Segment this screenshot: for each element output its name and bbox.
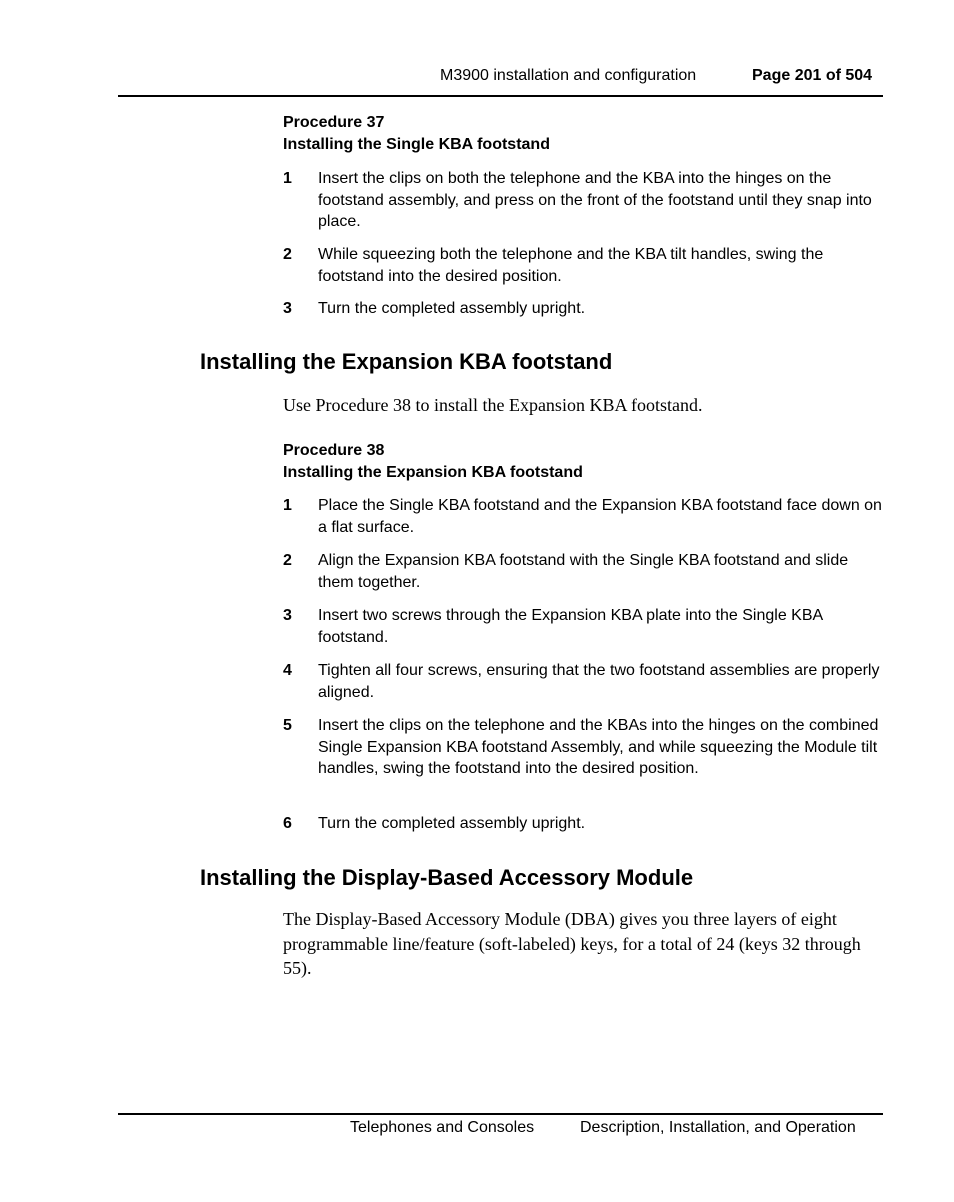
header-rule bbox=[118, 95, 883, 97]
page-number: Page 201 of 504 bbox=[752, 67, 873, 84]
section-intro: Use Procedure 38 to install the Expansion KBA footstand. bbox=[283, 395, 703, 415]
step-number: 3 bbox=[283, 300, 292, 317]
step-text: Turn the completed assembly upright. bbox=[318, 300, 586, 317]
step-number: 2 bbox=[283, 246, 292, 263]
section-body-dba: The Display-Based Accessory Module (DBA) gives you three layers of eight programmable line/feature (soft-labeled) keys, for a total of 24 (keys 32 through 55). bbox=[283, 909, 861, 978]
procedure-37-title: Installing the Single KBA footstand bbox=[283, 136, 550, 153]
step-text: While squeezing both the telephone and the KBA tilt handles, swing the footstand into the desired position. bbox=[318, 246, 824, 285]
step-text: Place the Single KBA footstand and the Expansion KBA footstand face down on a flat surface. bbox=[318, 497, 882, 536]
step-text: Turn the completed assembly upright. bbox=[318, 815, 586, 832]
step-text: Insert two screws through the Expansion KBA plate into the Single KBA footstand. bbox=[318, 607, 823, 646]
footer-right: Description, Installation, and Operation bbox=[580, 1119, 856, 1136]
step-number: 3 bbox=[283, 607, 292, 624]
footer-left: Telephones and Consoles bbox=[350, 1119, 535, 1136]
running-header-title: M3900 installation and configuration bbox=[440, 67, 697, 84]
procedure-37-label: Procedure 37 bbox=[283, 114, 385, 131]
footer-rule bbox=[118, 1113, 883, 1115]
step-text: Tighten all four screws, ensuring that the two footstand assemblies are properly aligned. bbox=[318, 662, 880, 701]
step-number: 1 bbox=[283, 170, 292, 187]
procedure-38-title: Installing the Expansion KBA footstand bbox=[283, 464, 583, 481]
step-text: Insert the clips on both the telephone and the KBA into the hinges on the footstand assembly, and press on the front of the footstand until they snap into place. bbox=[318, 170, 872, 230]
step-number: 4 bbox=[283, 662, 292, 679]
section-heading-expansion-kba: Installing the Expansion KBA footstand bbox=[200, 349, 613, 374]
step-number: 6 bbox=[283, 815, 292, 832]
step-text: Insert the clips on the telephone and the KBAs into the hinges on the combined Single Expansion KBA footstand Assembly, and while squeezing the Module tilt handles, swing the footstand into the desired position. bbox=[318, 717, 879, 777]
step-text: Align the Expansion KBA footstand with the Single KBA footstand and slide them together. bbox=[318, 552, 849, 591]
section-heading-dba: Installing the Display-Based Accessory Module bbox=[200, 865, 694, 890]
step-number: 1 bbox=[283, 497, 292, 514]
procedure-38-label: Procedure 38 bbox=[283, 442, 385, 459]
step-number: 5 bbox=[283, 717, 292, 734]
step-number: 2 bbox=[283, 552, 292, 569]
